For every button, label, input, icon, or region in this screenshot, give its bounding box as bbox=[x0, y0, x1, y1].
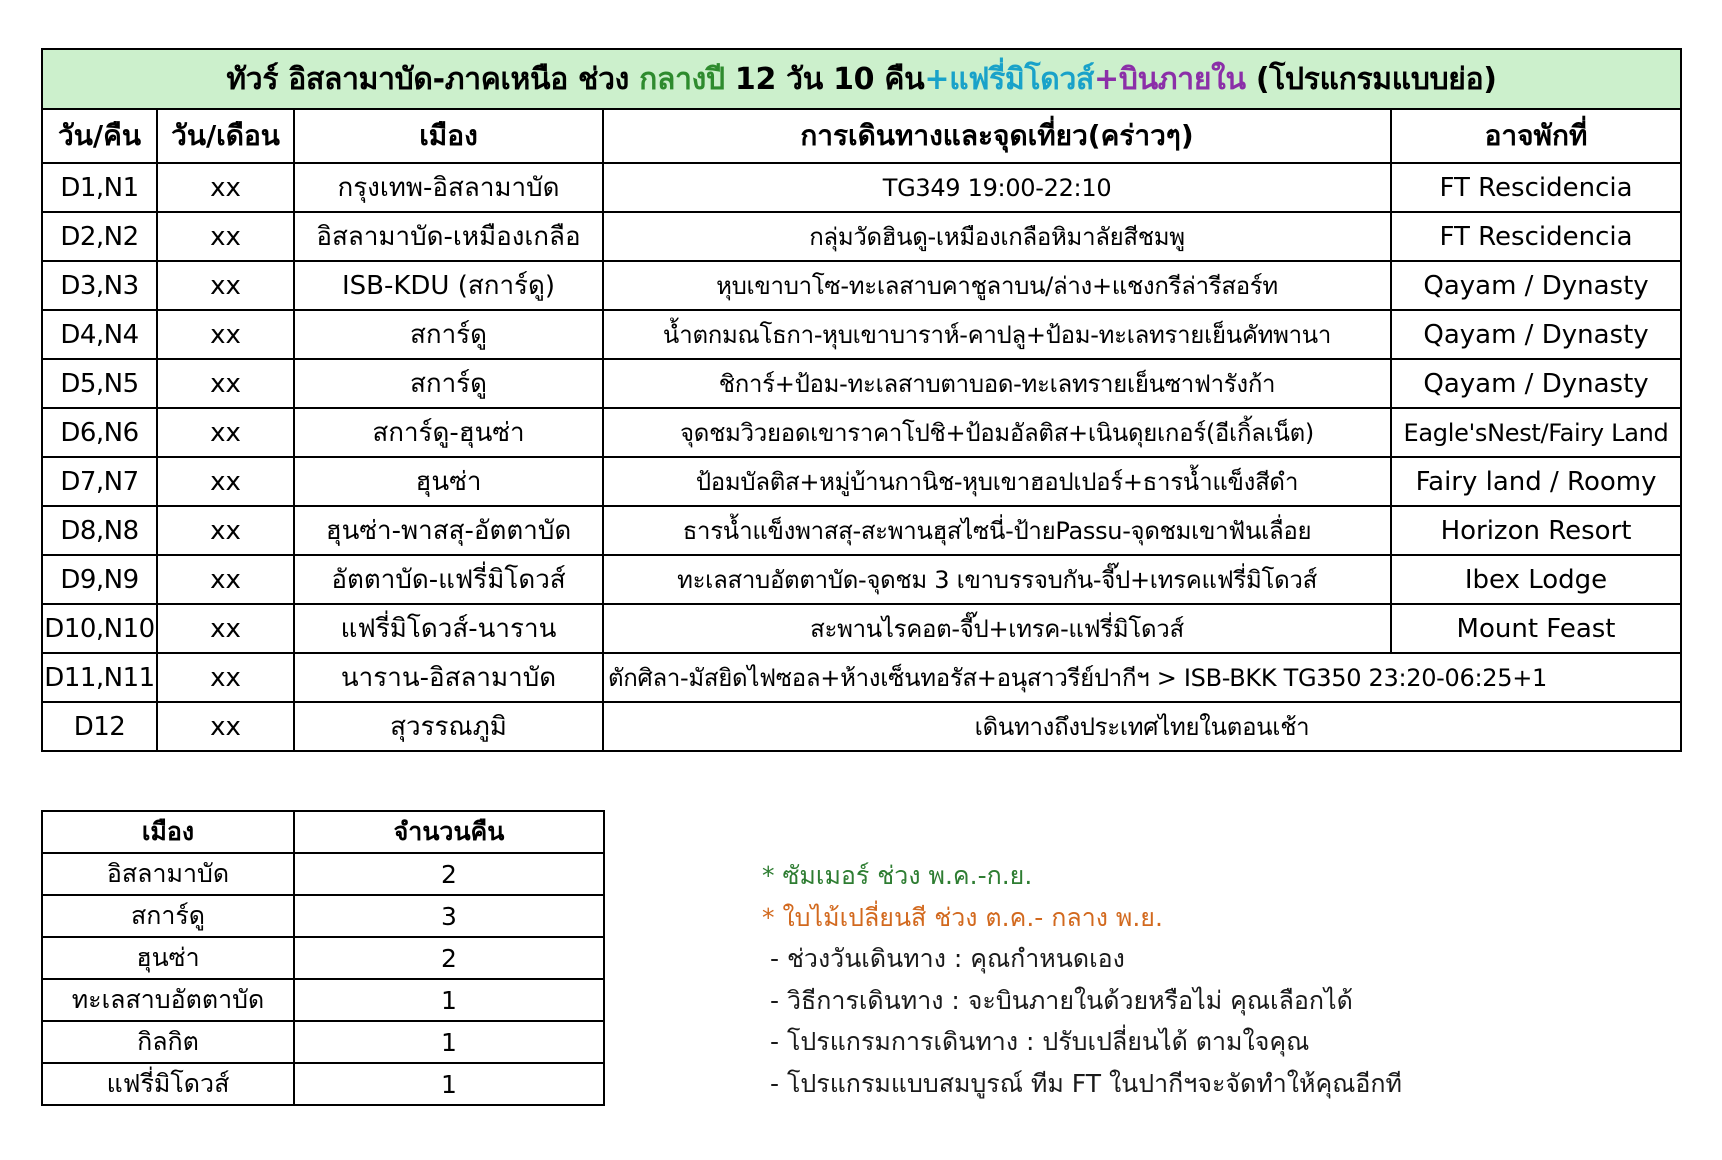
cell-date: xx bbox=[157, 457, 294, 506]
table-row bbox=[42, 853, 604, 895]
cell-city: สการ์ดู bbox=[294, 310, 603, 359]
table-row bbox=[42, 653, 1681, 702]
title-part-1: ทัวร์ อิสลามาบัด-ภาคเหนือ ช่วง bbox=[226, 61, 640, 97]
nights-count: 2 bbox=[294, 853, 604, 895]
cell-route: ทะเลสาบอัตตาบัด-จุดชม 3 เขาบรรจบกัน-จี๊ป+เทรคแฟรี่มิโดวส์ bbox=[603, 555, 1391, 604]
cell-route: จุดชมวิวยอดเขาราคาโปชิ+ป้อมอัลติส+เนินดุยเกอร์(อีเกิ้ลเน็ต) bbox=[603, 408, 1391, 457]
cell-city: ฮุนซ่า bbox=[294, 457, 603, 506]
notes-block bbox=[762, 855, 1662, 1104]
header-date: วัน/เดือน bbox=[157, 109, 294, 163]
note-autumn-season: * ใบไม้เปลี่ยนสี ช่วง ต.ค.- กลาง พ.ย. bbox=[762, 902, 1163, 932]
nights-count: 2 bbox=[294, 937, 604, 979]
table-row bbox=[42, 359, 1681, 408]
cell-date: xx bbox=[157, 261, 294, 310]
cell-day-night: D11,N11 bbox=[42, 653, 157, 702]
cell-city: แฟรี่มิโดวส์-นาราน bbox=[294, 604, 603, 653]
cell-route: เดินทางถึงประเทศไทยในตอนเช้า bbox=[603, 702, 1681, 751]
cell-day-night: D10,N10 bbox=[42, 604, 157, 653]
cell-date: xx bbox=[157, 653, 294, 702]
cell-day-night: D4,N4 bbox=[42, 310, 157, 359]
table-row bbox=[42, 979, 604, 1021]
cell-route: ป้อมบัลติส+หมู่บ้านกานิช-หุบเขาฮอปเปอร์+ธารน้ำแข็งสีดำ bbox=[603, 457, 1391, 506]
cell-city: สุวรรณภูมิ bbox=[294, 702, 603, 751]
table-row bbox=[42, 261, 1681, 310]
nights-count: 1 bbox=[294, 1021, 604, 1063]
cell-date: xx bbox=[157, 604, 294, 653]
cell-city: ISB-KDU (สการ์ดู) bbox=[294, 261, 603, 310]
cell-hotel: Qayam / Dynasty bbox=[1391, 310, 1681, 359]
table-row bbox=[42, 212, 1681, 261]
header-route: การเดินทางและจุดเที่ยว(คร่าวๆ) bbox=[603, 109, 1391, 163]
cell-city: ฮุนซ่า-พาสสุ-อัตตาบัด bbox=[294, 506, 603, 555]
cell-hotel: Ibex Lodge bbox=[1391, 555, 1681, 604]
table-row bbox=[42, 408, 1681, 457]
note-line: - โปรแกรมแบบสมบูรณ์ ทีม FT ในปากีฯจะจัดทำให้คุณอีกที bbox=[770, 1068, 1403, 1098]
cell-day-night: D3,N3 bbox=[42, 261, 157, 310]
cell-hotel: Horizon Resort bbox=[1391, 506, 1681, 555]
cell-day-night: D5,N5 bbox=[42, 359, 157, 408]
nights-city: สการ์ดู bbox=[42, 895, 294, 937]
nights-header-city: เมือง bbox=[42, 811, 294, 853]
note-summer-season: * ซัมเมอร์ ช่วง พ.ค.-ก.ย. bbox=[762, 861, 1033, 890]
cell-date: xx bbox=[157, 359, 294, 408]
cell-day-night: D2,N2 bbox=[42, 212, 157, 261]
cell-city: กรุงเทพ-อิสลามาบัด bbox=[294, 163, 603, 212]
cell-route: สะพานไรคอต-จี๊ป+เทรค-แฟรี่มิโดวส์ bbox=[603, 604, 1391, 653]
nights-count: 1 bbox=[294, 979, 604, 1021]
table-row bbox=[42, 895, 604, 937]
table-row bbox=[42, 937, 604, 979]
cell-day-night: D8,N8 bbox=[42, 506, 157, 555]
cell-date: xx bbox=[157, 555, 294, 604]
cell-day-night: D6,N6 bbox=[42, 408, 157, 457]
cell-city: นาราน-อิสลามาบัด bbox=[294, 653, 603, 702]
nights-count: 3 bbox=[294, 895, 604, 937]
cell-route: น้ำตกมณโธกา-หุบเขาบาราห์-คาปลู+ป้อม-ทะเลทรายเย็นคัทพานา bbox=[603, 310, 1391, 359]
title-part-2: กลางปี bbox=[639, 61, 725, 97]
table-row bbox=[42, 310, 1681, 359]
nights-summary-table bbox=[41, 810, 605, 1106]
cell-hotel: Eagle'sNest/Fairy Land bbox=[1391, 408, 1681, 457]
cell-city: สการ์ดู-ฮุนซ่า bbox=[294, 408, 603, 457]
cell-route: ตักศิลา-มัสยิดไฟซอล+ห้างเซ็นทอรัส+อนุสาวรีย์ปากีฯ > ISB-BKK TG350 23:20-06:25+1 bbox=[603, 653, 1681, 702]
cell-city: สการ์ดู bbox=[294, 359, 603, 408]
cell-date: xx bbox=[157, 408, 294, 457]
title-part-3: 12 วัน 10 คืน bbox=[724, 61, 925, 97]
header-day-night: วัน/คืน bbox=[42, 109, 157, 163]
cell-hotel: Qayam / Dynasty bbox=[1391, 261, 1681, 310]
cell-city: อัตตาบัด-แฟรี่มิโดวส์ bbox=[294, 555, 603, 604]
cell-day-night: D9,N9 bbox=[42, 555, 157, 604]
header-city: เมือง bbox=[294, 109, 603, 163]
note-line: - โปรแกรมการเดินทาง : ปรับเปลี่ยนได้ ตามใจคุณ bbox=[770, 1027, 1310, 1056]
table-row bbox=[42, 506, 1681, 555]
itinerary-title-row bbox=[42, 49, 1681, 109]
cell-route: หุบเขาบาโซ-ทะเลสาบคาชูลาบน/ล่าง+แชงกรีล่ารีสอร์ท bbox=[603, 261, 1391, 310]
cell-date: xx bbox=[157, 506, 294, 555]
cell-day-night: D12 bbox=[42, 702, 157, 751]
nights-city: แฟรี่มิโดวส์ bbox=[42, 1063, 294, 1105]
itinerary-title bbox=[42, 49, 1681, 109]
cell-route: ชิการ์+ป้อม-ทะเลสาบตาบอด-ทะเลทรายเย็นซาฟารังก้า bbox=[603, 359, 1391, 408]
nights-header-count: จำนวนคืน bbox=[294, 811, 604, 853]
cell-city: อิสลามาบัด-เหมืองเกลือ bbox=[294, 212, 603, 261]
title-part-5: +บินภายใน bbox=[1094, 61, 1246, 97]
cell-day-night: D7,N7 bbox=[42, 457, 157, 506]
table-row bbox=[42, 1063, 604, 1105]
cell-date: xx bbox=[157, 310, 294, 359]
title-part-4: +แฟรี่มิโดวส์ bbox=[924, 61, 1095, 97]
cell-day-night: D1,N1 bbox=[42, 163, 157, 212]
cell-hotel: FT Rescidencia bbox=[1391, 212, 1681, 261]
table-row bbox=[42, 604, 1681, 653]
itinerary-header-row bbox=[42, 109, 1681, 163]
cell-route: TG349 19:00-22:10 bbox=[603, 163, 1391, 212]
itinerary-table bbox=[41, 48, 1682, 752]
cell-route: กลุ่มวัดฮินดู-เหมืองเกลือหิมาลัยสีชมพู bbox=[603, 212, 1391, 261]
cell-date: xx bbox=[157, 702, 294, 751]
header-hotel: อาจพักที่ bbox=[1391, 109, 1681, 163]
table-row bbox=[42, 163, 1681, 212]
table-row bbox=[42, 555, 1681, 604]
nights-city: กิลกิต bbox=[42, 1021, 294, 1063]
cell-route: ธารน้ำแข็งพาสสุ-สะพานฮุสไซนี่-ป้ายPassu-จุดชมเขาฟันเลื่อย bbox=[603, 506, 1391, 555]
cell-date: xx bbox=[157, 212, 294, 261]
nights-count: 1 bbox=[294, 1063, 604, 1105]
note-line: - วิธีการเดินทาง : จะบินภายในด้วยหรือไม่ คุณเลือกได้ bbox=[770, 985, 1353, 1015]
nights-city: ฮุนซ่า bbox=[42, 937, 294, 979]
nights-header-row bbox=[42, 811, 604, 853]
table-row bbox=[42, 1021, 604, 1063]
cell-hotel: FT Rescidencia bbox=[1391, 163, 1681, 212]
nights-city: อิสลามาบัด bbox=[42, 853, 294, 895]
note-line: - ช่วงวันเดินทาง : คุณกำหนดเอง bbox=[770, 944, 1125, 973]
cell-hotel: Mount Feast bbox=[1391, 604, 1681, 653]
title-part-6: (โปรแกรมแบบย่อ) bbox=[1245, 61, 1497, 97]
table-row bbox=[42, 457, 1681, 506]
cell-hotel: Fairy land / Roomy bbox=[1391, 457, 1681, 506]
cell-date: xx bbox=[157, 163, 294, 212]
nights-city: ทะเลสาบอัตตาบัด bbox=[42, 979, 294, 1021]
cell-hotel: Qayam / Dynasty bbox=[1391, 359, 1681, 408]
table-row bbox=[42, 702, 1681, 751]
